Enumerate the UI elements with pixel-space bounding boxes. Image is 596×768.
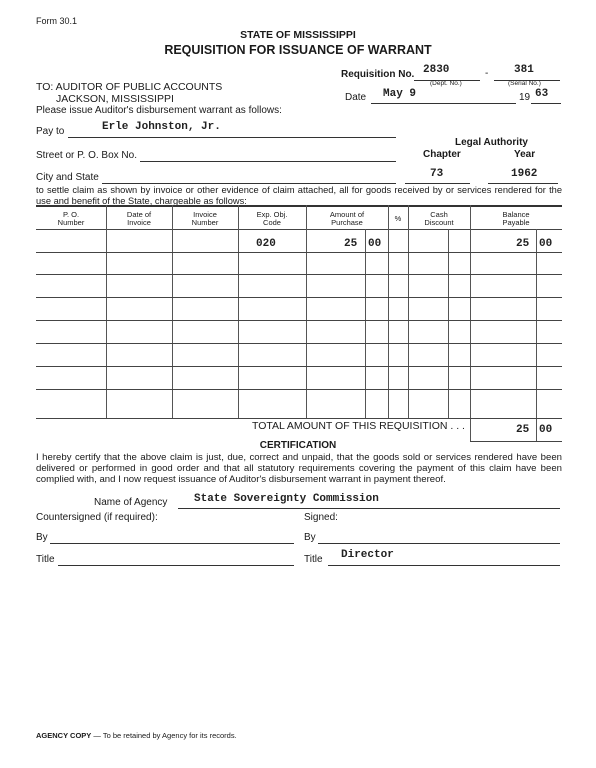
year-prefix: 19: [519, 92, 531, 103]
countersign-title-label: Title: [36, 554, 55, 565]
state-heading: STATE OF MISSISSIPPI: [240, 29, 356, 41]
signed-title-label: Title: [304, 554, 323, 565]
year-label: Year: [514, 149, 536, 160]
header-exp-code: Exp. Obj. Code: [256, 210, 288, 227]
street-label: Street or P. O. Box No.: [36, 150, 137, 161]
dept-no-value: 2830: [423, 64, 450, 76]
city-label: City and State: [36, 172, 99, 183]
total-label: TOTAL AMOUNT OF THIS REQUISITION . . .: [252, 420, 465, 432]
chapter-value: 73: [430, 168, 444, 180]
title-value: Director: [341, 549, 394, 561]
signed-by-label: By: [304, 532, 316, 543]
serial-no-value: 381: [514, 64, 534, 76]
requisition-label: Requisition No.: [341, 69, 415, 80]
header-invoice: Invoice Number: [191, 210, 219, 227]
row1-amount-dollars: 25: [344, 238, 358, 250]
page-title: REQUISITION FOR ISSUANCE OF WARRANT: [164, 43, 432, 57]
signed-label: Signed:: [304, 512, 338, 523]
addressee-line2: JACKSON, MISSISSIPPI: [56, 93, 174, 105]
date-label: Date: [345, 92, 367, 103]
year-suffix: 63: [535, 88, 549, 100]
total-cents: 00: [539, 424, 553, 436]
header-balance: Balance Payable: [502, 210, 530, 227]
total-dollars: 25: [516, 424, 530, 436]
pay-to-value: Erle Johnston, Jr.: [102, 121, 221, 133]
header-percent: %: [394, 214, 402, 223]
settle-text: to settle claim as shown by invoice or other evidence of claim attached, all for goods received by or services rendered for the use and benefit of the State, chargeable as follows:: [36, 185, 562, 206]
row1-balance-cents: 00: [539, 238, 553, 250]
chapter-label: Chapter: [423, 149, 461, 160]
agency-label: Name of Agency: [94, 497, 168, 508]
serial-no-caption: (Serial No.): [508, 80, 541, 87]
agency-value: State Sovereignty Commission: [194, 493, 379, 505]
date-value: May 9: [383, 88, 417, 100]
header-po: P. O. Number: [57, 210, 85, 227]
instruction-text: Please issue Auditor's disbursement warrant as follows:: [36, 105, 282, 116]
form-number: Form 30.1: [36, 16, 78, 26]
footer-copy-text: — To be retained by Agency for its records.: [93, 731, 237, 740]
certification-heading: CERTIFICATION: [259, 440, 337, 451]
legal-year-value: 1962: [511, 168, 538, 180]
header-cash-discount: Cash Discount: [424, 210, 454, 227]
dept-no-caption: (Dept. No.): [430, 80, 462, 87]
row1-exp-code: 020: [256, 238, 276, 250]
addressee-line1: TO: AUDITOR OF PUBLIC ACCOUNTS: [36, 81, 223, 93]
legal-authority-label: Legal Authority: [455, 137, 528, 148]
row1-balance-dollars: 25: [516, 238, 530, 250]
footer: [36, 731, 237, 740]
header-amount: Amount of Purchase: [329, 210, 365, 227]
row1-amount-cents: 00: [368, 238, 382, 250]
countersign-by-label: By: [36, 532, 48, 543]
pay-to-label: Pay to: [36, 126, 65, 137]
footer-copy-label: AGENCY COPY: [36, 731, 92, 740]
countersigned-label: Countersigned (if required):: [36, 512, 158, 523]
header-date: Date of Invoice: [126, 210, 152, 227]
certification-text: I hereby certify that the above claim is just, due, correct and unpaid, that the goods sold or services rendered have been delivered or performed in good order and that all statutory requirements covering the payment of this claim have been complied with, and I now request issuance of Auditor's disbursement warrant in payment thereof.: [36, 452, 562, 485]
